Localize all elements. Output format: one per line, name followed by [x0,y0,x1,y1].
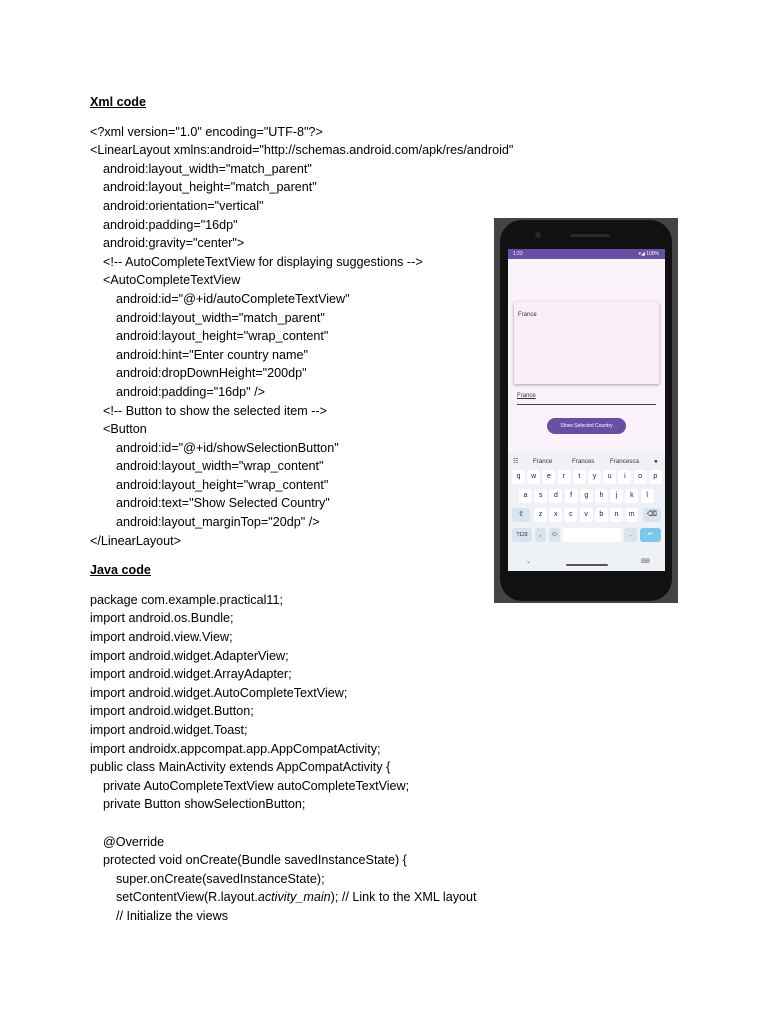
code-line: import android.view.View; [90,630,233,645]
code-line: import android.widget.Toast; [90,723,248,737]
code-line: <AutoCompleteTextView [103,273,241,288]
code-line: protected void onCreate(Bundle savedInstanceState) { [103,853,407,868]
code-line: </LinearLayout> [90,533,182,548]
show-selected-country-button[interactable]: Show Selected Country [547,418,626,434]
code-line: android:hint="Enter country name" [116,347,309,362]
code-line: android:layout_height="wrap_content" [116,329,329,344]
xml-code-block [90,123,514,551]
key-y[interactable]: y [588,470,601,484]
key-n[interactable]: n [610,508,623,522]
code-line: private Button showSelectionButton; [103,797,306,812]
code-line: android:text="Show Selected Country" [116,496,330,511]
code-line: <!-- Button to show the selected item --> [103,403,327,418]
code-line: <?xml version="1.0" encoding="UTF-8"?> [90,124,323,139]
comma-key[interactable]: , [535,528,546,542]
phone-screenshot [494,218,678,603]
key-v[interactable]: v [580,508,593,522]
suggestion-2[interactable]: Francesca [610,458,639,465]
backspace-icon[interactable]: ⌫ [643,508,661,522]
key-c[interactable]: c [564,508,577,522]
code-line: <!-- AutoCompleteTextView for displaying suggestions --> [103,254,423,269]
code-line: android:layout_height="wrap_content" [116,477,329,492]
status-bar [508,249,665,259]
code-line: android:id="@+id/showSelectionButton" [116,440,339,455]
phone-screen [508,249,665,571]
dropdown-item[interactable]: France [518,312,537,318]
key-m[interactable]: m [625,508,638,522]
key-t[interactable]: t [573,470,586,484]
keyboard-switch-icon[interactable]: ⌨ [641,559,650,565]
code-line: import android.widget.AdapterView; [90,648,289,663]
key-i[interactable]: i [618,470,631,484]
suggestion-strip [508,454,665,468]
key-z[interactable]: z [534,508,547,522]
soft-keyboard [508,451,665,555]
code-line: import android.widget.ArrayAdapter; [90,667,292,682]
keyboard-row-4 [508,528,665,543]
code-line: super.onCreate(savedInstanceState); [116,871,325,886]
period-key[interactable]: . [624,528,637,542]
code-line: android:dropDownHeight="200dp" [116,366,307,381]
status-icons: ▾◢ 100% [638,251,659,257]
autocomplete-dropdown[interactable] [514,302,659,384]
code-line: android:layout_width="wrap_content" [116,459,324,474]
key-d[interactable]: d [549,489,562,503]
code-line: android:gravity="center"> [103,236,245,251]
code-line: android:layout_width="match_parent" [116,310,325,325]
key-e[interactable]: e [542,470,555,484]
java-heading: Java code [90,563,151,578]
code-line: @Override [103,834,165,849]
code-line: package com.example.practical11; [90,592,283,607]
autocomplete-input[interactable] [517,392,656,405]
code-line: public class MainActivity extends AppCompatActivity { [90,760,391,775]
apps-grid-icon[interactable]: ☷ [513,459,519,465]
code-line: <Button [103,422,147,437]
code-line: android:padding="16dp" [103,217,238,232]
speaker-grille [570,234,610,237]
xml-heading: Xml code [90,95,146,109]
key-h[interactable]: h [595,489,608,503]
code-line: private AutoCompleteTextView autoCompleteTextView; [103,778,410,793]
code-line: setContentView(R.layout.activity_main); // Link to the XML layout [116,890,477,905]
enter-icon[interactable]: ↵ [640,528,661,542]
document-body [90,93,514,926]
key-p[interactable]: p [649,470,662,484]
keyboard-row-2 [508,489,665,504]
key-u[interactable]: u [603,470,616,484]
suggestion-0[interactable]: France [533,458,553,465]
key-q[interactable]: q [512,470,525,484]
key-l[interactable]: l [641,489,654,503]
key-o[interactable]: o [634,470,647,484]
numbers-key[interactable]: ?123 [512,528,532,542]
code-line: <LinearLayout xmlns:android="http://schemas.android.com/apk/res/android" [90,143,514,158]
home-handle[interactable] [566,564,608,566]
code-line: android:layout_height="match_parent" [103,180,317,195]
space-key[interactable] [563,528,621,542]
phone-frame [500,220,672,601]
code-line: android:layout_width="match_parent" [103,161,312,176]
code-line: import androidx.appcompat.app.AppCompatActivity; [90,741,381,756]
code-line: // Initialize the views [116,908,228,923]
navigation-bar [508,555,665,571]
camera-icon [535,232,541,238]
key-a[interactable]: a [519,489,532,503]
key-f[interactable]: f [565,489,578,503]
key-k[interactable]: k [625,489,638,503]
suggestion-1[interactable]: Frances [572,458,595,465]
code-line: android:orientation="vertical" [103,198,264,213]
key-j[interactable]: j [610,489,623,503]
autocomplete-input-value: France [517,393,536,399]
code-line: android:layout_marginTop="20dp" /> [116,515,320,530]
key-x[interactable]: x [549,508,562,522]
code-line: import android.widget.AutoCompleteTextView; [90,685,348,700]
shift-icon[interactable]: ⇧ [512,508,530,522]
java-code-block [90,591,490,926]
key-b[interactable]: b [595,508,608,522]
status-time: 1:22 [513,251,523,257]
code-line: import android.widget.Button; [90,704,254,719]
mic-icon[interactable]: ● [654,458,658,465]
code-line [90,814,490,833]
key-s[interactable]: s [534,489,547,503]
code-line: android:padding="16dp" /> [116,384,265,399]
keyboard-row-3 [508,508,665,523]
code-line: import android.os.Bundle; [90,611,234,626]
code-line: android:id="@+id/autoCompleteTextView" [116,291,350,306]
key-r[interactable]: r [558,470,571,484]
emoji-icon[interactable]: ☺ [549,528,560,542]
key-g[interactable]: g [580,489,593,503]
keyboard-row-1 [508,470,665,485]
key-w[interactable]: w [527,470,540,484]
back-chevron-icon[interactable]: ⌄ [526,559,532,565]
